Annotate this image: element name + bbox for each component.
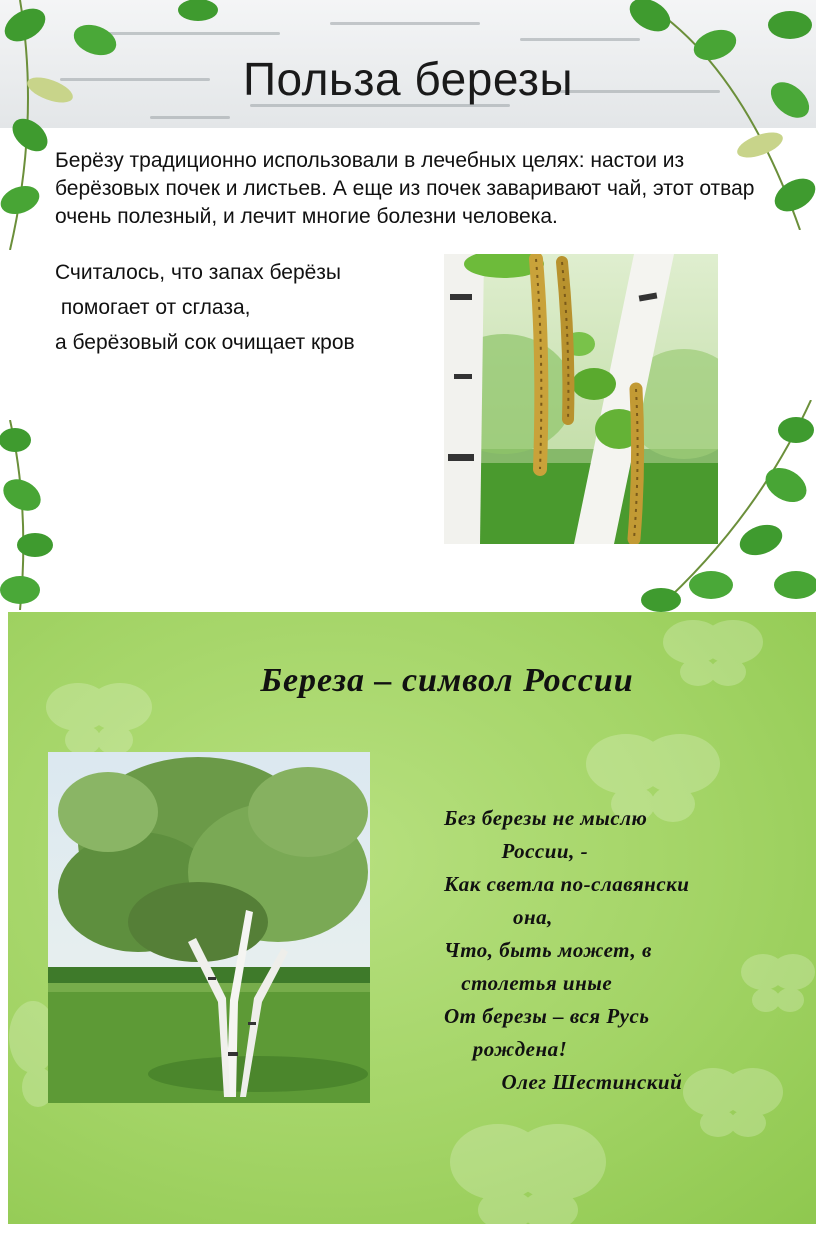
slide-benefits (0, 0, 816, 612)
butterfly-icon (438, 1112, 618, 1224)
bark-streak (330, 22, 480, 25)
benefits-paragraph: Берёзу традиционно использовали в лечебных целях: настои из берёзовых почек и листьев. А еще из почек заваривают чай, этот отвар очень полезный, и лечит многие болезни человека. (55, 149, 755, 228)
poem-line: Без березы не мыслю (444, 806, 648, 830)
birch-leaf-icon (620, 0, 816, 230)
poem-line: рождена! (444, 1037, 568, 1061)
page-title: Польза березы (242, 53, 574, 105)
poem-line: она, (444, 905, 553, 929)
bark-streak (150, 116, 230, 119)
birch-leaf-icon (0, 420, 80, 610)
birch-tree-photo (48, 752, 370, 1103)
poem-line: Что, быть может, в (444, 938, 652, 962)
poem-line: столетья иные (444, 971, 613, 995)
poem-author: Олег Шестинский (444, 1070, 683, 1094)
birch-leaf-icon (176, 0, 236, 30)
poem-line: России, - (444, 839, 589, 863)
folk-belief-paragraph: Считалось, что запах берёзы помогает от сглаза, а берёзовый сок очищает кров (55, 261, 355, 354)
birch-leaf-icon (0, 0, 140, 250)
symbol-title: Береза – символ России (260, 662, 634, 699)
birch-leaf-icon (636, 400, 816, 612)
poem-line: Как светла по-славянски (444, 872, 690, 896)
poem (444, 802, 804, 1099)
slide-symbol (8, 612, 816, 1224)
poem-line: От березы – вся Русь (444, 1004, 650, 1028)
